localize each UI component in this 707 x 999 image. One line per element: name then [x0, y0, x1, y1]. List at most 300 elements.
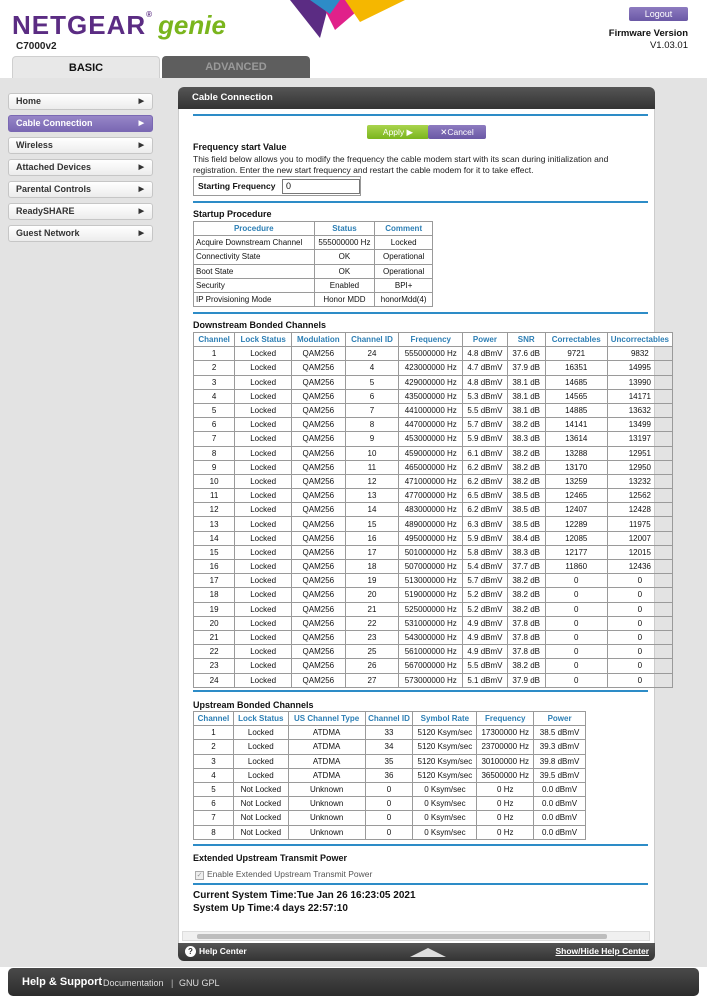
starting-frequency-input[interactable]: 0 [282, 179, 360, 194]
sidebar-item-label: ReadySHARE [16, 206, 75, 216]
table-cell: 0 [365, 811, 413, 825]
table-cell: 6 [194, 418, 235, 432]
table-cell: Locked [235, 489, 292, 503]
downstream-table [193, 332, 673, 688]
table-cell: 0 Hz [477, 782, 534, 796]
table-cell: 6 [345, 389, 399, 403]
frequency-title: Frequency start Value [193, 142, 287, 152]
table-cell: 34 [365, 740, 413, 754]
table-cell: 13232 [607, 474, 672, 488]
table-cell: 0 [545, 645, 607, 659]
table-cell: 3 [194, 754, 234, 768]
table-cell: 12007 [607, 531, 672, 545]
column-header: Channel [194, 712, 234, 726]
table-cell: 38.5 dB [507, 489, 545, 503]
table-row [194, 292, 433, 306]
table-cell: Not Locked [233, 811, 288, 825]
table-cell: 5 [194, 403, 235, 417]
logo-reg: ® [146, 10, 153, 19]
table-cell: 14885 [545, 403, 607, 417]
table-cell: 4 [194, 768, 234, 782]
table-cell: Locked [233, 740, 288, 754]
table-cell: QAM256 [292, 389, 346, 403]
table-cell: 37.7 dB [507, 560, 545, 574]
table-cell: 38.3 dB [507, 545, 545, 559]
table-row [194, 560, 673, 574]
table-cell: 12465 [545, 489, 607, 503]
table-cell: 38.5 dBmV [534, 726, 586, 740]
table-cell: Locked [233, 754, 288, 768]
table-cell: Locked [235, 659, 292, 673]
gnu-gpl-link[interactable]: GNU GPL [179, 978, 220, 988]
table-cell: 13499 [607, 418, 672, 432]
sidebar-item-wireless[interactable] [8, 137, 153, 154]
table-cell: 0 Ksym/sec [413, 825, 477, 839]
tab-basic[interactable]: BASIC [12, 56, 160, 78]
column-header: Procedure [194, 222, 315, 236]
table-cell: 12289 [545, 517, 607, 531]
divider [193, 312, 648, 314]
table-cell: 6 [194, 797, 234, 811]
table-row [194, 403, 673, 417]
table-cell: 0 [545, 630, 607, 644]
sidebar-item-label: Home [16, 96, 42, 106]
table-cell: 38.2 dB [507, 602, 545, 616]
extended-power-checkbox[interactable]: ✓ [196, 872, 203, 879]
tab-advanced[interactable]: ADVANCED [162, 56, 310, 78]
table-cell: 21 [194, 630, 235, 644]
chevron-right-icon: ▶ [138, 186, 144, 193]
table-cell: Boot State [194, 264, 315, 278]
table-cell: 12 [345, 474, 399, 488]
table-cell: 20 [345, 588, 399, 602]
table-cell: 453000000 Hz [399, 432, 463, 446]
sidebar-item-cable-connection[interactable] [8, 115, 153, 132]
table-cell: 423000000 Hz [399, 361, 463, 375]
sidebar-item-attached-devices[interactable] [8, 159, 153, 176]
table-row [194, 616, 673, 630]
table-cell: 14 [194, 531, 235, 545]
divider [193, 114, 648, 116]
table-cell: Locked [235, 616, 292, 630]
table-cell: 465000000 Hz [399, 460, 463, 474]
sidebar-item-home[interactable] [8, 93, 153, 110]
table-cell: 16 [194, 560, 235, 574]
table-cell: 12015 [607, 545, 672, 559]
table-cell: 38.2 dB [507, 574, 545, 588]
table-cell: 5 [194, 782, 234, 796]
table-cell: 13288 [545, 446, 607, 460]
table-cell: QAM256 [292, 560, 346, 574]
table-cell: 38.4 dB [507, 531, 545, 545]
table-cell: 5.3 dBmV [463, 389, 507, 403]
table-cell: 0.0 dBmV [534, 825, 586, 839]
table-header-row [194, 712, 586, 726]
sidebar-item-parental-controls[interactable] [8, 181, 153, 198]
table-row [194, 811, 586, 825]
table-cell: 0 [607, 602, 672, 616]
table-cell: 38.2 dB [507, 659, 545, 673]
table-cell: 483000000 Hz [399, 503, 463, 517]
sidebar-item-readyshare[interactable] [8, 203, 153, 220]
starting-frequency-label: Starting Frequency [198, 181, 276, 191]
table-row [194, 782, 586, 796]
table-row [194, 236, 433, 250]
table-cell: 435000000 Hz [399, 389, 463, 403]
table-row [194, 574, 673, 588]
documentation-link[interactable]: Documentation [103, 978, 164, 988]
table-cell: QAM256 [292, 460, 346, 474]
table-cell: 16 [345, 531, 399, 545]
table-cell: 5.7 dBmV [463, 574, 507, 588]
table-cell: Connectivity State [194, 250, 315, 264]
table-cell: 0 [545, 602, 607, 616]
table-cell: 429000000 Hz [399, 375, 463, 389]
table-cell: 14565 [545, 389, 607, 403]
sidebar-item-label: Wireless [16, 140, 53, 150]
table-cell: 23700000 Hz [477, 740, 534, 754]
table-cell: Unknown [288, 797, 365, 811]
table-cell: 21 [345, 602, 399, 616]
table-cell: QAM256 [292, 517, 346, 531]
table-cell: QAM256 [292, 659, 346, 673]
table-row [194, 825, 586, 839]
table-cell: 501000000 Hz [399, 545, 463, 559]
column-header: Frequency [477, 712, 534, 726]
table-cell: 12950 [607, 460, 672, 474]
separator: | [171, 978, 174, 988]
table-cell: 25 [345, 645, 399, 659]
table-cell: Honor MDD [314, 292, 375, 306]
table-row [194, 250, 433, 264]
table-cell: QAM256 [292, 375, 346, 389]
table-cell: QAM256 [292, 574, 346, 588]
table-cell: 555000000 Hz [399, 347, 463, 361]
column-header: Power [463, 333, 507, 347]
startup-table [193, 221, 433, 307]
chevron-right-icon: ▶ [138, 120, 144, 127]
column-header: Correctables [545, 333, 607, 347]
table-cell: 0 Hz [477, 825, 534, 839]
table-cell: 471000000 Hz [399, 474, 463, 488]
table-cell: QAM256 [292, 418, 346, 432]
table-cell: Locked [235, 574, 292, 588]
table-cell: 36500000 Hz [477, 768, 534, 782]
column-header: Channel ID [365, 712, 413, 726]
table-cell: 13259 [545, 474, 607, 488]
table-cell: 38.5 dB [507, 503, 545, 517]
table-cell: 18 [194, 588, 235, 602]
table-row [194, 545, 673, 559]
apply-button[interactable]: Apply ▶ [367, 125, 429, 139]
table-cell: QAM256 [292, 673, 346, 687]
table-row [194, 768, 586, 782]
table-cell: Not Locked [233, 782, 288, 796]
table-cell: 5.7 dBmV [463, 418, 507, 432]
table-cell: 33 [365, 726, 413, 740]
table-cell: 13990 [607, 375, 672, 389]
table-cell: 15 [194, 545, 235, 559]
column-header: US Channel Type [288, 712, 365, 726]
table-cell: 20 [194, 616, 235, 630]
table-cell: 23 [345, 630, 399, 644]
table-cell: 0 [607, 645, 672, 659]
table-cell: 459000000 Hz [399, 446, 463, 460]
table-cell: Locked [235, 517, 292, 531]
table-row [194, 446, 673, 460]
table-cell: 8 [345, 418, 399, 432]
table-cell: 2 [194, 361, 235, 375]
table-cell: 30100000 Hz [477, 754, 534, 768]
table-cell: Enabled [314, 278, 375, 292]
table-cell: 4.7 dBmV [463, 361, 507, 375]
table-cell: 38.2 dB [507, 418, 545, 432]
table-cell: 17300000 Hz [477, 726, 534, 740]
table-cell: 8 [194, 825, 234, 839]
table-cell: IP Provisioning Mode [194, 292, 315, 306]
table-cell: Locked [235, 432, 292, 446]
table-cell: 5.8 dBmV [463, 545, 507, 559]
table-row [194, 474, 673, 488]
divider [193, 201, 648, 203]
system-up-time: System Up Time:4 days 22:57:10 [193, 903, 348, 914]
upstream-table [193, 711, 586, 840]
table-cell: 7 [194, 432, 235, 446]
chevron-right-icon: ▶ [138, 142, 144, 149]
table-cell: 38.2 dB [507, 588, 545, 602]
table-cell: 6.2 dBmV [463, 474, 507, 488]
table-cell: Not Locked [233, 825, 288, 839]
startup-title: Startup Procedure [193, 209, 272, 219]
table-cell: 19 [345, 574, 399, 588]
table-cell: 35 [365, 754, 413, 768]
table-cell: 11 [194, 489, 235, 503]
table-cell: 10 [345, 446, 399, 460]
table-cell: Locked [235, 375, 292, 389]
chevron-right-icon: ▶ [138, 164, 144, 171]
table-cell: 7 [194, 811, 234, 825]
table-cell: 441000000 Hz [399, 403, 463, 417]
sidebar-item-guest-network[interactable] [8, 225, 153, 242]
table-row [194, 347, 673, 361]
table-cell: 19 [194, 602, 235, 616]
table-cell: 37.9 dB [507, 673, 545, 687]
sidebar-item-label: Guest Network [16, 228, 80, 238]
column-header: Lock Status [233, 712, 288, 726]
table-cell: 5120 Ksym/sec [413, 726, 477, 740]
table-cell: 2 [194, 740, 234, 754]
table-cell: QAM256 [292, 588, 346, 602]
table-cell: 24 [194, 673, 235, 687]
table-cell: 37.8 dB [507, 645, 545, 659]
table-cell: 16351 [545, 361, 607, 375]
table-cell: 0 [545, 659, 607, 673]
table-cell: 6.2 dBmV [463, 460, 507, 474]
table-cell: Locked [235, 560, 292, 574]
table-cell: QAM256 [292, 489, 346, 503]
table-cell: 0 Hz [477, 811, 534, 825]
table-cell: 0 Hz [477, 797, 534, 811]
table-cell: 26 [345, 659, 399, 673]
table-cell: 0 [365, 782, 413, 796]
sidebar-item-label: Attached Devices [16, 162, 92, 172]
cancel-button[interactable]: ✕Cancel [428, 125, 486, 139]
table-cell: ATDMA [288, 740, 365, 754]
table-cell: QAM256 [292, 630, 346, 644]
panel-footer [178, 943, 655, 961]
horizontal-scrollbar[interactable] [182, 931, 650, 941]
table-cell: 0 [545, 616, 607, 630]
table-row [194, 278, 433, 292]
expand-help-icon[interactable] [410, 947, 446, 957]
table-cell: 10 [194, 474, 235, 488]
table-cell: Locked [235, 645, 292, 659]
table-cell: Locked [235, 545, 292, 559]
table-cell: Operational [375, 250, 433, 264]
table-cell: 5.5 dBmV [463, 659, 507, 673]
table-cell: 18 [345, 560, 399, 574]
show-hide-help-link[interactable]: Show/Hide Help Center [555, 946, 649, 956]
table-cell: 5.5 dBmV [463, 403, 507, 417]
table-cell: Operational [375, 264, 433, 278]
table-cell: 0 [607, 659, 672, 673]
upstream-title: Upstream Bonded Channels [193, 700, 314, 710]
table-cell: 8 [194, 446, 235, 460]
firmware-version-label: Firmware Version [608, 28, 688, 39]
table-cell: QAM256 [292, 474, 346, 488]
help-center-link[interactable]: Help Center [199, 946, 247, 956]
scrollbar-thumb[interactable] [197, 934, 607, 939]
table-cell: 0 [365, 825, 413, 839]
table-cell: ATDMA [288, 754, 365, 768]
extended-title: Extended Upstream Transmit Power [193, 853, 348, 863]
table-cell: QAM256 [292, 361, 346, 375]
table-cell: 11860 [545, 560, 607, 574]
table-cell: 531000000 Hz [399, 616, 463, 630]
table-cell: honorMdd(4) [375, 292, 433, 306]
table-cell: 11975 [607, 517, 672, 531]
table-cell: 14995 [607, 361, 672, 375]
table-cell: Locked [235, 389, 292, 403]
logo-netgear: NETGEAR [12, 10, 147, 40]
column-header: Modulation [292, 333, 346, 347]
table-cell: 561000000 Hz [399, 645, 463, 659]
logo-genie: genie [158, 10, 226, 40]
table-cell: ATDMA [288, 726, 365, 740]
starting-frequency-row [193, 176, 361, 196]
table-cell: OK [314, 250, 375, 264]
downstream-title: Downstream Bonded Channels [193, 320, 327, 330]
table-row [194, 797, 586, 811]
table-cell: 14685 [545, 375, 607, 389]
table-cell: 9721 [545, 347, 607, 361]
table-cell: Locked [235, 531, 292, 545]
table-cell: 12428 [607, 503, 672, 517]
table-cell: 0 [545, 673, 607, 687]
table-row [194, 432, 673, 446]
table-cell: 4.8 dBmV [463, 347, 507, 361]
table-row [194, 754, 586, 768]
table-cell: QAM256 [292, 531, 346, 545]
table-cell: Locked [235, 403, 292, 417]
table-cell: 573000000 Hz [399, 673, 463, 687]
column-header: Uncorrectables [607, 333, 672, 347]
table-row [194, 726, 586, 740]
table-cell: 13197 [607, 432, 672, 446]
table-cell: 13 [345, 489, 399, 503]
table-cell: 525000000 Hz [399, 602, 463, 616]
table-cell: 0 [607, 673, 672, 687]
table-cell: 24 [345, 347, 399, 361]
table-cell: 0 Ksym/sec [413, 797, 477, 811]
table-cell: 0 [365, 797, 413, 811]
table-cell: 489000000 Hz [399, 517, 463, 531]
table-row [194, 418, 673, 432]
frequency-description: This field below allows you to modify the frequency the cable modem start with its scan during initialization and registration. Enter the new start frequency and restart the cable modem for it to take effect. [193, 154, 609, 175]
table-cell: 37.9 dB [507, 361, 545, 375]
table-cell: 4 [194, 389, 235, 403]
table-cell: 12 [194, 503, 235, 517]
table-cell: 0 Ksym/sec [413, 811, 477, 825]
table-cell: Locked [235, 588, 292, 602]
table-cell: 38.3 dB [507, 432, 545, 446]
table-cell: 0.0 dBmV [534, 782, 586, 796]
table-cell: 6.3 dBmV [463, 517, 507, 531]
table-cell: 13632 [607, 403, 672, 417]
table-cell: Security [194, 278, 315, 292]
table-cell: QAM256 [292, 347, 346, 361]
table-cell: QAM256 [292, 432, 346, 446]
decorative-triangles-icon [290, 0, 410, 40]
table-cell: QAM256 [292, 503, 346, 517]
column-header: Symbol Rate [413, 712, 477, 726]
table-cell: 36 [365, 768, 413, 782]
table-cell: QAM256 [292, 403, 346, 417]
table-cell: 4.9 dBmV [463, 630, 507, 644]
table-row [194, 588, 673, 602]
table-cell: 37.6 dB [507, 347, 545, 361]
table-header-row [194, 333, 673, 347]
logout-button[interactable]: Logout [629, 7, 688, 21]
table-cell: 38.5 dB [507, 517, 545, 531]
table-cell: 12407 [545, 503, 607, 517]
table-cell: 38.2 dB [507, 446, 545, 460]
table-cell: 9 [345, 432, 399, 446]
table-cell: 7 [345, 403, 399, 417]
table-cell: 1 [194, 726, 234, 740]
table-cell: 6.2 dBmV [463, 503, 507, 517]
table-cell: 0 Ksym/sec [413, 782, 477, 796]
table-row [194, 489, 673, 503]
table-cell: QAM256 [292, 645, 346, 659]
table-cell: 5120 Ksym/sec [413, 768, 477, 782]
table-cell: 11 [345, 460, 399, 474]
table-cell: 0 [607, 588, 672, 602]
help-icon[interactable]: ? [185, 946, 196, 957]
table-cell: Locked [235, 418, 292, 432]
table-cell: 39.8 dBmV [534, 754, 586, 768]
table-cell: 4.9 dBmV [463, 645, 507, 659]
table-cell: 13 [194, 517, 235, 531]
table-cell: ATDMA [288, 768, 365, 782]
table-cell: 0.0 dBmV [534, 797, 586, 811]
table-cell: Locked [235, 361, 292, 375]
table-cell: 5.9 dBmV [463, 531, 507, 545]
table-cell: 12951 [607, 446, 672, 460]
column-header: Status [314, 222, 375, 236]
chevron-right-icon: ▶ [138, 98, 144, 105]
table-cell: Locked [235, 347, 292, 361]
